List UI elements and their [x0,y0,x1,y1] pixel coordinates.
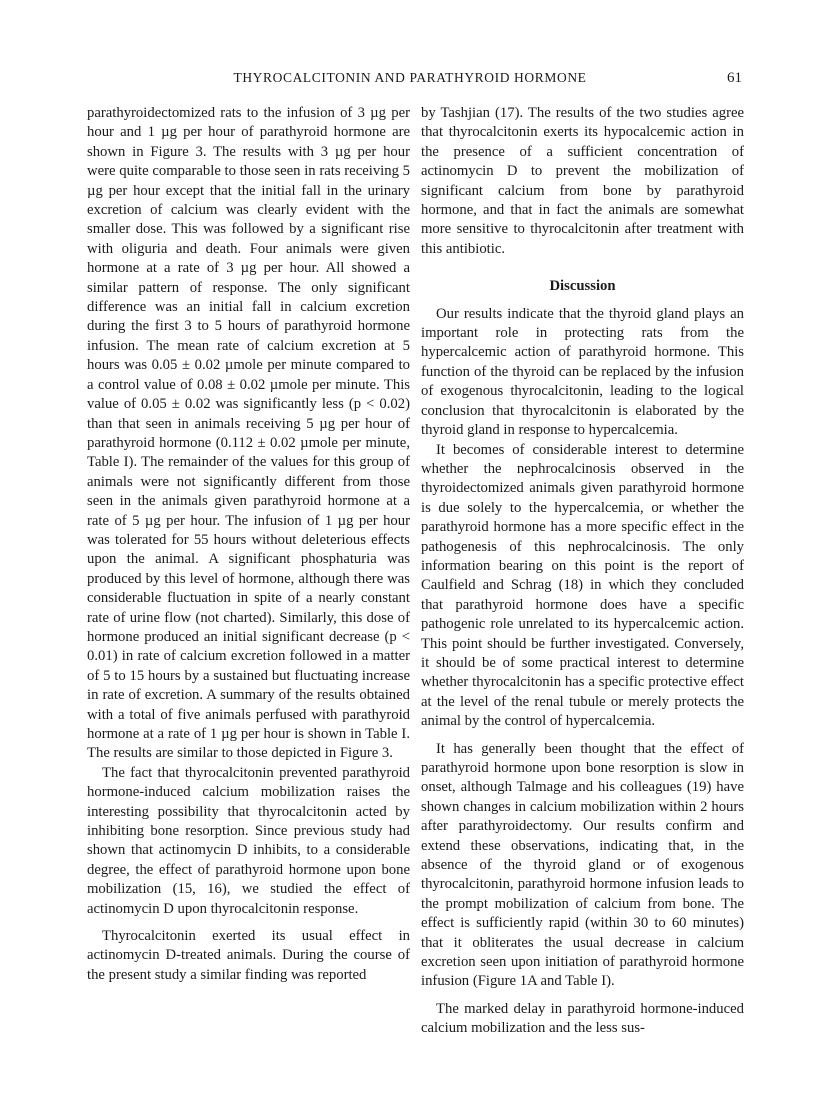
running-title: THYROCALCITONIN AND PARATHYROID HORMONE [233,70,587,85]
body-paragraph: The fact that thyrocalcitonin prevented parathyroid hormone-induced calcium mobilization raises the interesting possibility that thyrocalcitonin acted by inhibiting bone resorption. Since previous study had shown that actinomycin D inhibits, to a considerable degree, the effect of parathyroid hormone upon bone mobilization (15, 16), we studied the effect of actinomycin D upon thyrocalcitonin response. [87,764,410,917]
section-heading: Discussion [549,278,616,295]
running-head [80,70,740,90]
body-paragraph: It becomes of considerable interest to determine whether the nephrocalcinosis observed in the thyroidectomized animals given parathyroid hormone is due solely to the hypercalcemia, or whether the parathyroid hormone has a more specific effect in the pathogenesis of this nephrocalcinosis. The only information bearing on this point is the report of Caulfield and Schrag (18) in which they concluded that parathyroid hormone does have a specific pathogenic role unrelated to its hypercalcemic action. This point should be further investigated. Conversely, it should be of some practical interest to determine whether thyrocalcitonin has a specific protective effect at the level of the renal tubule or merely protects the animal by the control of hypercalcemia. [421,441,744,730]
body-paragraph: parathyroidectomized rats to the infusion of 3 µg per hour and 1 µg per hour of parathyroid hormone are shown in Figure 3. The results with 3 µg per hour were quite comparable to those seen in rats receiving 5 µg per hour except that the initial fall in the urinary excretion of calcium was clearly evident with the smaller dose. This was followed by a significant rise with oliguria and death. Four animals were given hormone at a rate of 3 µg per hour. All showed a similar pattern of response. The only significant difference was an initial fall in calcium excretion during the first 3 to 5 hours of parathyroid hormone infusion. The mean rate of calcium excretion at 5 hours was 0.05 ± 0.02 µmole per minute compared to a control value of 0.08 ± 0.02 µmole per minute. This value of 0.05 ± 0.02 was significantly less (p < 0.02) than that seen in animals receiving 5 µg per hour of parathyroid hormone (0.112 ± 0.02 µmole per minute, Table I). The remainder of the values for this group of animals were not significantly different from those seen in the animals given parathyroid hormone at a rate of 5 µg per hour. The infusion of 1 µg per hour was tolerated for 55 hours without deleterious effects upon the animal. A significant phosphaturia was produced by this level of hormone, although there was considerable fluctuation in spite of a nearly constant rate of urine flow (not charted). Similarly, this dose of hormone produced an initial significant decrease (p < 0.01) in rate of calcium excretion followed in a matter of 5 to 15 hours by a sustained but fluctuating increase in rate of excretion. A summary of the results obtained with a total of five animals perfused with parathyroid hormone at a rate of 1 µg per hour is shown in Table I. The results are similar to those depicted in Figure 3. [87,105,410,762]
right-column [421,104,744,1039]
body-paragraph: Our results indicate that the thyroid gland plays an important role in protecting rats from the hypercalcemic action of parathyroid hormone. This function of the thyroid can be replaced by the infusion of exogenous thyrocalcitonin, leading to the logical conclusion that thyrocalcitonin is elaborated by the thyroid gland in response to hypercalcemia. [421,305,744,439]
page-number: 61 [727,70,742,86]
body-paragraph: It has generally been thought that the effect of parathyroid hormone upon bone resorption is slow in onset, although Talmage and his colleagues (19) have shown changes in calcium mobilization within 2 hours after parathyroidectomy. Our results confirm and extend these observations, indicating that, in the absence of the thyroid gland or of exogenous thyrocalcitonin, parathyroid hormone infusion leads to the prompt mobilization of calcium from bone. The effect is sufficiently rapid (within 30 to 60 minutes) that it obliterates the usual decrease in calcium excretion seen upon initiation of parathyroid hormone infusion (Figure 1A and Table I). [421,740,744,990]
paragraph-gap [87,919,410,927]
body-paragraph-continued: by Tashjian (17). The results of the two studies agree that thyrocalcitonin exerts its hypocalcemic action in the presence of a sufficient concentration of actinomycin D to prevent the mobilization of significant calcium from bone by parathyroid hormone, and that in fact the animals are somewhat more sensitive to thyrocalcitonin after treatment with this antibiotic. [421,105,744,257]
left-column [87,104,410,985]
paragraph-gap [421,992,744,1000]
body-paragraph: The marked delay in parathyroid hormone-induced calcium mobilization and the less sus- [421,1000,744,1037]
body-paragraph: Thyrocalcitonin exerted its usual effect in actinomycin D-treated animals. During the course of the present study a similar finding was reported [87,928,410,983]
paragraph-gap [421,732,744,740]
